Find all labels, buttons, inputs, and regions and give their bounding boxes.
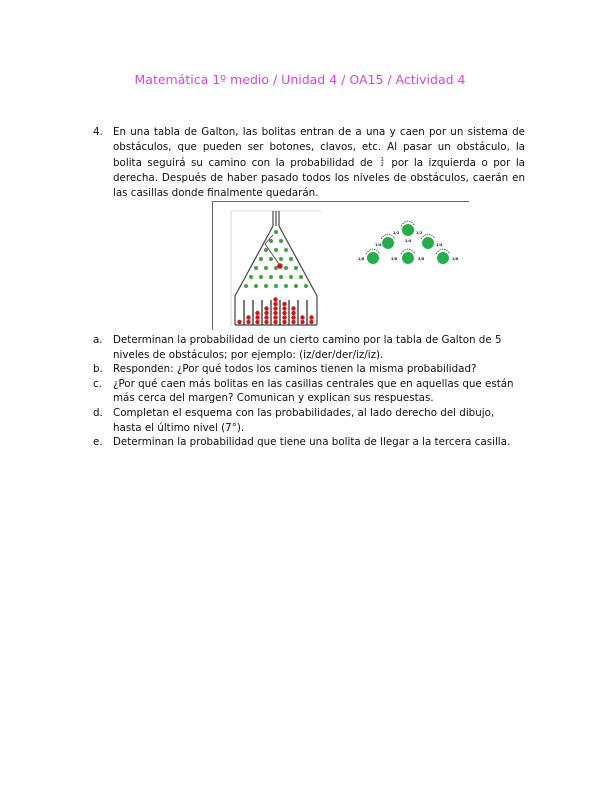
- falling-ball: [277, 263, 283, 269]
- tree-label-l2-center: 2/4: [405, 239, 412, 243]
- galton-collected-balls: [237, 297, 313, 324]
- subitem-b: [93, 362, 525, 377]
- page-header-title: Matemática 1º medio / Unidad 4 / OA15 / Actividad 4: [134, 72, 466, 87]
- question-text: [113, 125, 525, 201]
- tree-label-l1-right: 1/2: [416, 231, 423, 235]
- tree-label-l3-1: 1/8: [358, 257, 365, 261]
- galton-pins: [244, 230, 308, 288]
- tree-label-l1-left: 1/2: [393, 231, 400, 235]
- subitem-letter: a.: [93, 334, 103, 346]
- subitem-c: [93, 377, 525, 406]
- fraction-denominator: 2: [380, 161, 384, 168]
- tree-label-l3-2: 3/8: [391, 257, 398, 261]
- question-text-part-2: por la izquierda o por la derecha. Después de haber pasado todos los niveles de obstáculos, caerán en las casillas donde finalmente quedarán.: [113, 156, 525, 200]
- galton-board-illustration: [223, 208, 323, 328]
- tree-label-l3-4: 1/8: [452, 257, 459, 261]
- tree-label-l2-right: 1/4: [436, 243, 443, 247]
- subitem-text: Determinan la probabilidad de un cierto camino por la tabla de Galton de 5 niveles de obstáculos; por ejemplo: (iz/der/der/iz/iz).: [113, 334, 502, 361]
- subitem-text: ¿Por qué caen más bolitas en las casillas centrales que en aquellas que están más cerca del margen? Comunican y explican sus respuestas.: [113, 377, 514, 405]
- probability-tree-diagram: [353, 214, 463, 274]
- fraction-one-half: [380, 158, 384, 168]
- galton-figure: [212, 201, 469, 330]
- subitem-letter: e.: [93, 436, 103, 449]
- subitem-letter: c.: [93, 377, 102, 390]
- question-text-part-1: En una tabla de Galton, las bolitas entran de a una y caen por un sistema de obstáculos, que pueden ser botones, clavos, etc. Al pasar un obstáculo, la bolita seguirá su camino con la probabilidad de: [113, 126, 525, 169]
- tree-label-l3-3: 3/8: [418, 257, 425, 261]
- fraction-numerator: 1: [380, 156, 384, 163]
- subitem-text: Responden: ¿Por qué todos los caminos tienen la misma probabilidad?: [113, 363, 477, 376]
- question-subitems: [93, 333, 525, 450]
- subitem-a: [93, 333, 525, 362]
- subitem-text: Determinan la probabilidad que tiene una bolita de llegar a la tercera casilla.: [113, 436, 511, 449]
- subitem-letter: d.: [93, 406, 103, 419]
- subitem-text: Completan el esquema con las probabilidades, al lado derecho del dibujo, hasta el último nivel (7°).: [113, 406, 495, 434]
- subitem-e: [93, 435, 525, 450]
- question-number: 4.: [93, 126, 103, 138]
- subitem-d: [93, 406, 525, 435]
- tree-label-l2-left: 1/4: [375, 243, 382, 247]
- question-4: [93, 125, 525, 201]
- subitem-letter: b.: [93, 363, 103, 376]
